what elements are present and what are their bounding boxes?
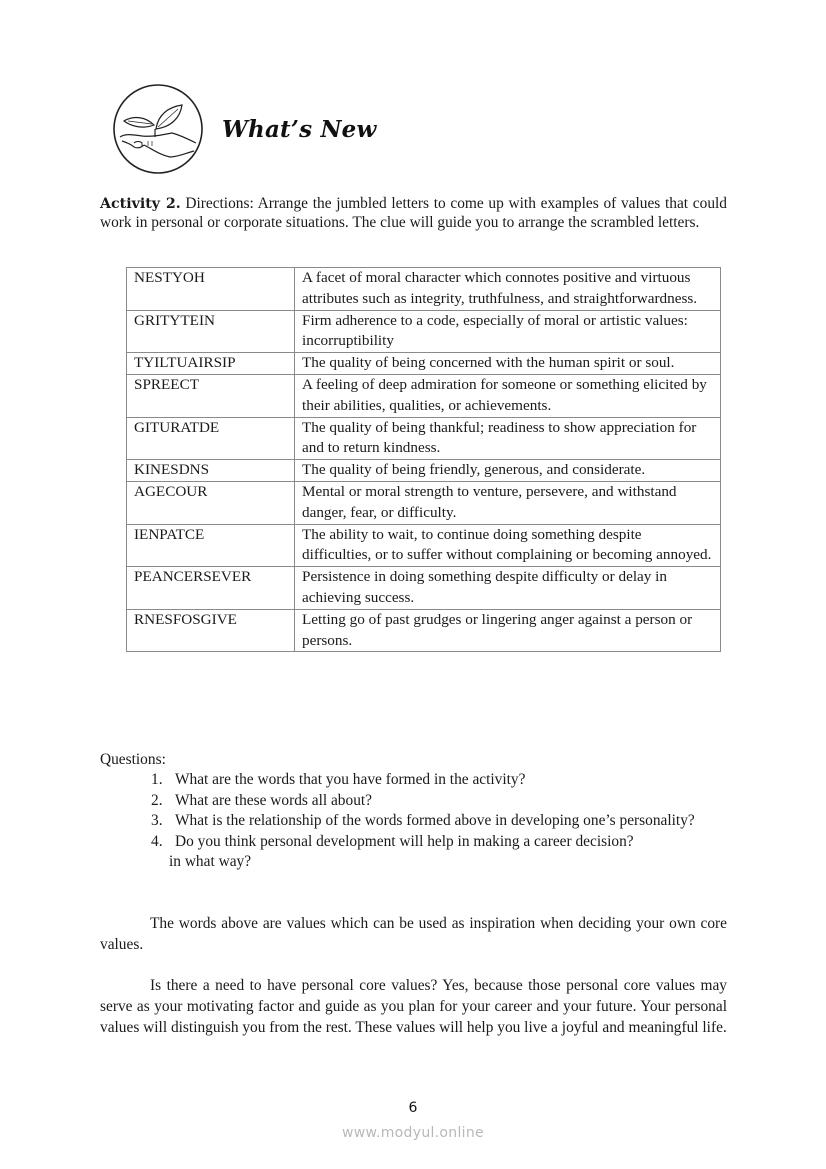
- question-text: What are these words all about?: [175, 791, 373, 809]
- table-row: [127, 353, 721, 375]
- questions-heading: Questions:: [100, 751, 166, 768]
- question-number: 3.: [151, 812, 163, 830]
- table-row: [127, 481, 721, 524]
- watermark: www.modyul.online: [342, 1125, 484, 1141]
- jumbled-word: SPREECT: [127, 374, 295, 417]
- jumbled-word: KINESDNS: [127, 460, 295, 482]
- page-number: 6: [408, 1100, 418, 1116]
- clue-text: The quality of being friendly, generous, and considerate.: [295, 460, 721, 482]
- jumbled-word: NESTYOH: [127, 268, 295, 311]
- directions-text: Directions: Arrange the jumbled letters to come up with examples of values that could work in personal or corporate situations. The clue will guide you to arrange the scrambled letters.: [100, 195, 727, 231]
- table-row: [127, 567, 721, 610]
- clue-text: The quality of being thankful; readiness to show appreciation for and to return kindness.: [295, 417, 721, 460]
- section-title: What’s New: [222, 115, 377, 143]
- table-row: [127, 609, 721, 652]
- body-paragraph: Is there a need to have personal core values? Yes, because those personal core values may serve as your motivating factor and guide as you plan for your career and your future. Your personal values will distinguish you from the rest. These values will help you live a joyful and meaningful life.: [100, 977, 727, 1036]
- table-row: [127, 417, 721, 460]
- question-text: What are the words that you have formed in the activity?: [175, 771, 526, 789]
- activity-directions: [100, 195, 727, 232]
- questions-list: [100, 770, 727, 872]
- jumbled-word: GITURATDE: [127, 417, 295, 460]
- clue-text: A facet of moral character which connotes positive and virtuous attributes such as integrity, truthfulness, and straightforwardness.: [295, 268, 721, 311]
- hand-holding-seedling-icon: [112, 83, 204, 175]
- question-item: [100, 791, 727, 811]
- clue-text: A feeling of deep admiration for someone or something elicited by their abilities, qualities, or achievements.: [295, 374, 721, 417]
- table-row: [127, 460, 721, 482]
- question-number: 4.: [151, 832, 163, 850]
- jumbled-word: AGECOUR: [127, 481, 295, 524]
- activity-label: Activity 2.: [100, 196, 181, 212]
- table-row: [127, 268, 721, 311]
- clue-text: The ability to wait, to continue doing something despite difficulties, or to suffer without complaining or becoming annoyed.: [295, 524, 721, 567]
- jumbled-word: TYILTUAIRSIP: [127, 353, 295, 375]
- clue-text: Persistence in doing something despite difficulty or delay in achieving success.: [295, 567, 721, 610]
- jumbled-word: IENPATCE: [127, 524, 295, 567]
- body-paragraph: The words above are values which can be used as inspiration when deciding your own core values.: [100, 915, 727, 953]
- table-row: [127, 310, 721, 353]
- questions-section: [100, 750, 727, 872]
- question-item: [100, 770, 727, 790]
- question-number: 2.: [151, 791, 163, 809]
- clue-text: The quality of being concerned with the human spirit or soul.: [295, 353, 721, 375]
- question-text: What is the relationship of the words formed above in developing one’s personality?: [175, 812, 695, 830]
- jumbled-word: RNESFOSGIVE: [127, 609, 295, 652]
- jumbled-words-table: [126, 267, 721, 652]
- clue-text: Letting go of past grudges or lingering anger against a person or persons.: [295, 609, 721, 652]
- question-item: [100, 832, 727, 873]
- question-text: Do you think personal development will help in making a career decision?: [175, 832, 634, 850]
- question-continuation: in what way?: [169, 853, 252, 871]
- section-header: [112, 83, 377, 175]
- question-number: 1.: [151, 771, 163, 789]
- jumbled-word: PEANCERSEVER: [127, 567, 295, 610]
- question-item: [100, 811, 727, 831]
- jumbled-word: GRITYTEIN: [127, 310, 295, 353]
- table-row: [127, 524, 721, 567]
- table-row: [127, 374, 721, 417]
- clue-text: Firm adherence to a code, especially of moral or artistic values: incorruptibility: [295, 310, 721, 353]
- clue-text: Mental or moral strength to venture, persevere, and withstand danger, fear, or difficulty.: [295, 481, 721, 524]
